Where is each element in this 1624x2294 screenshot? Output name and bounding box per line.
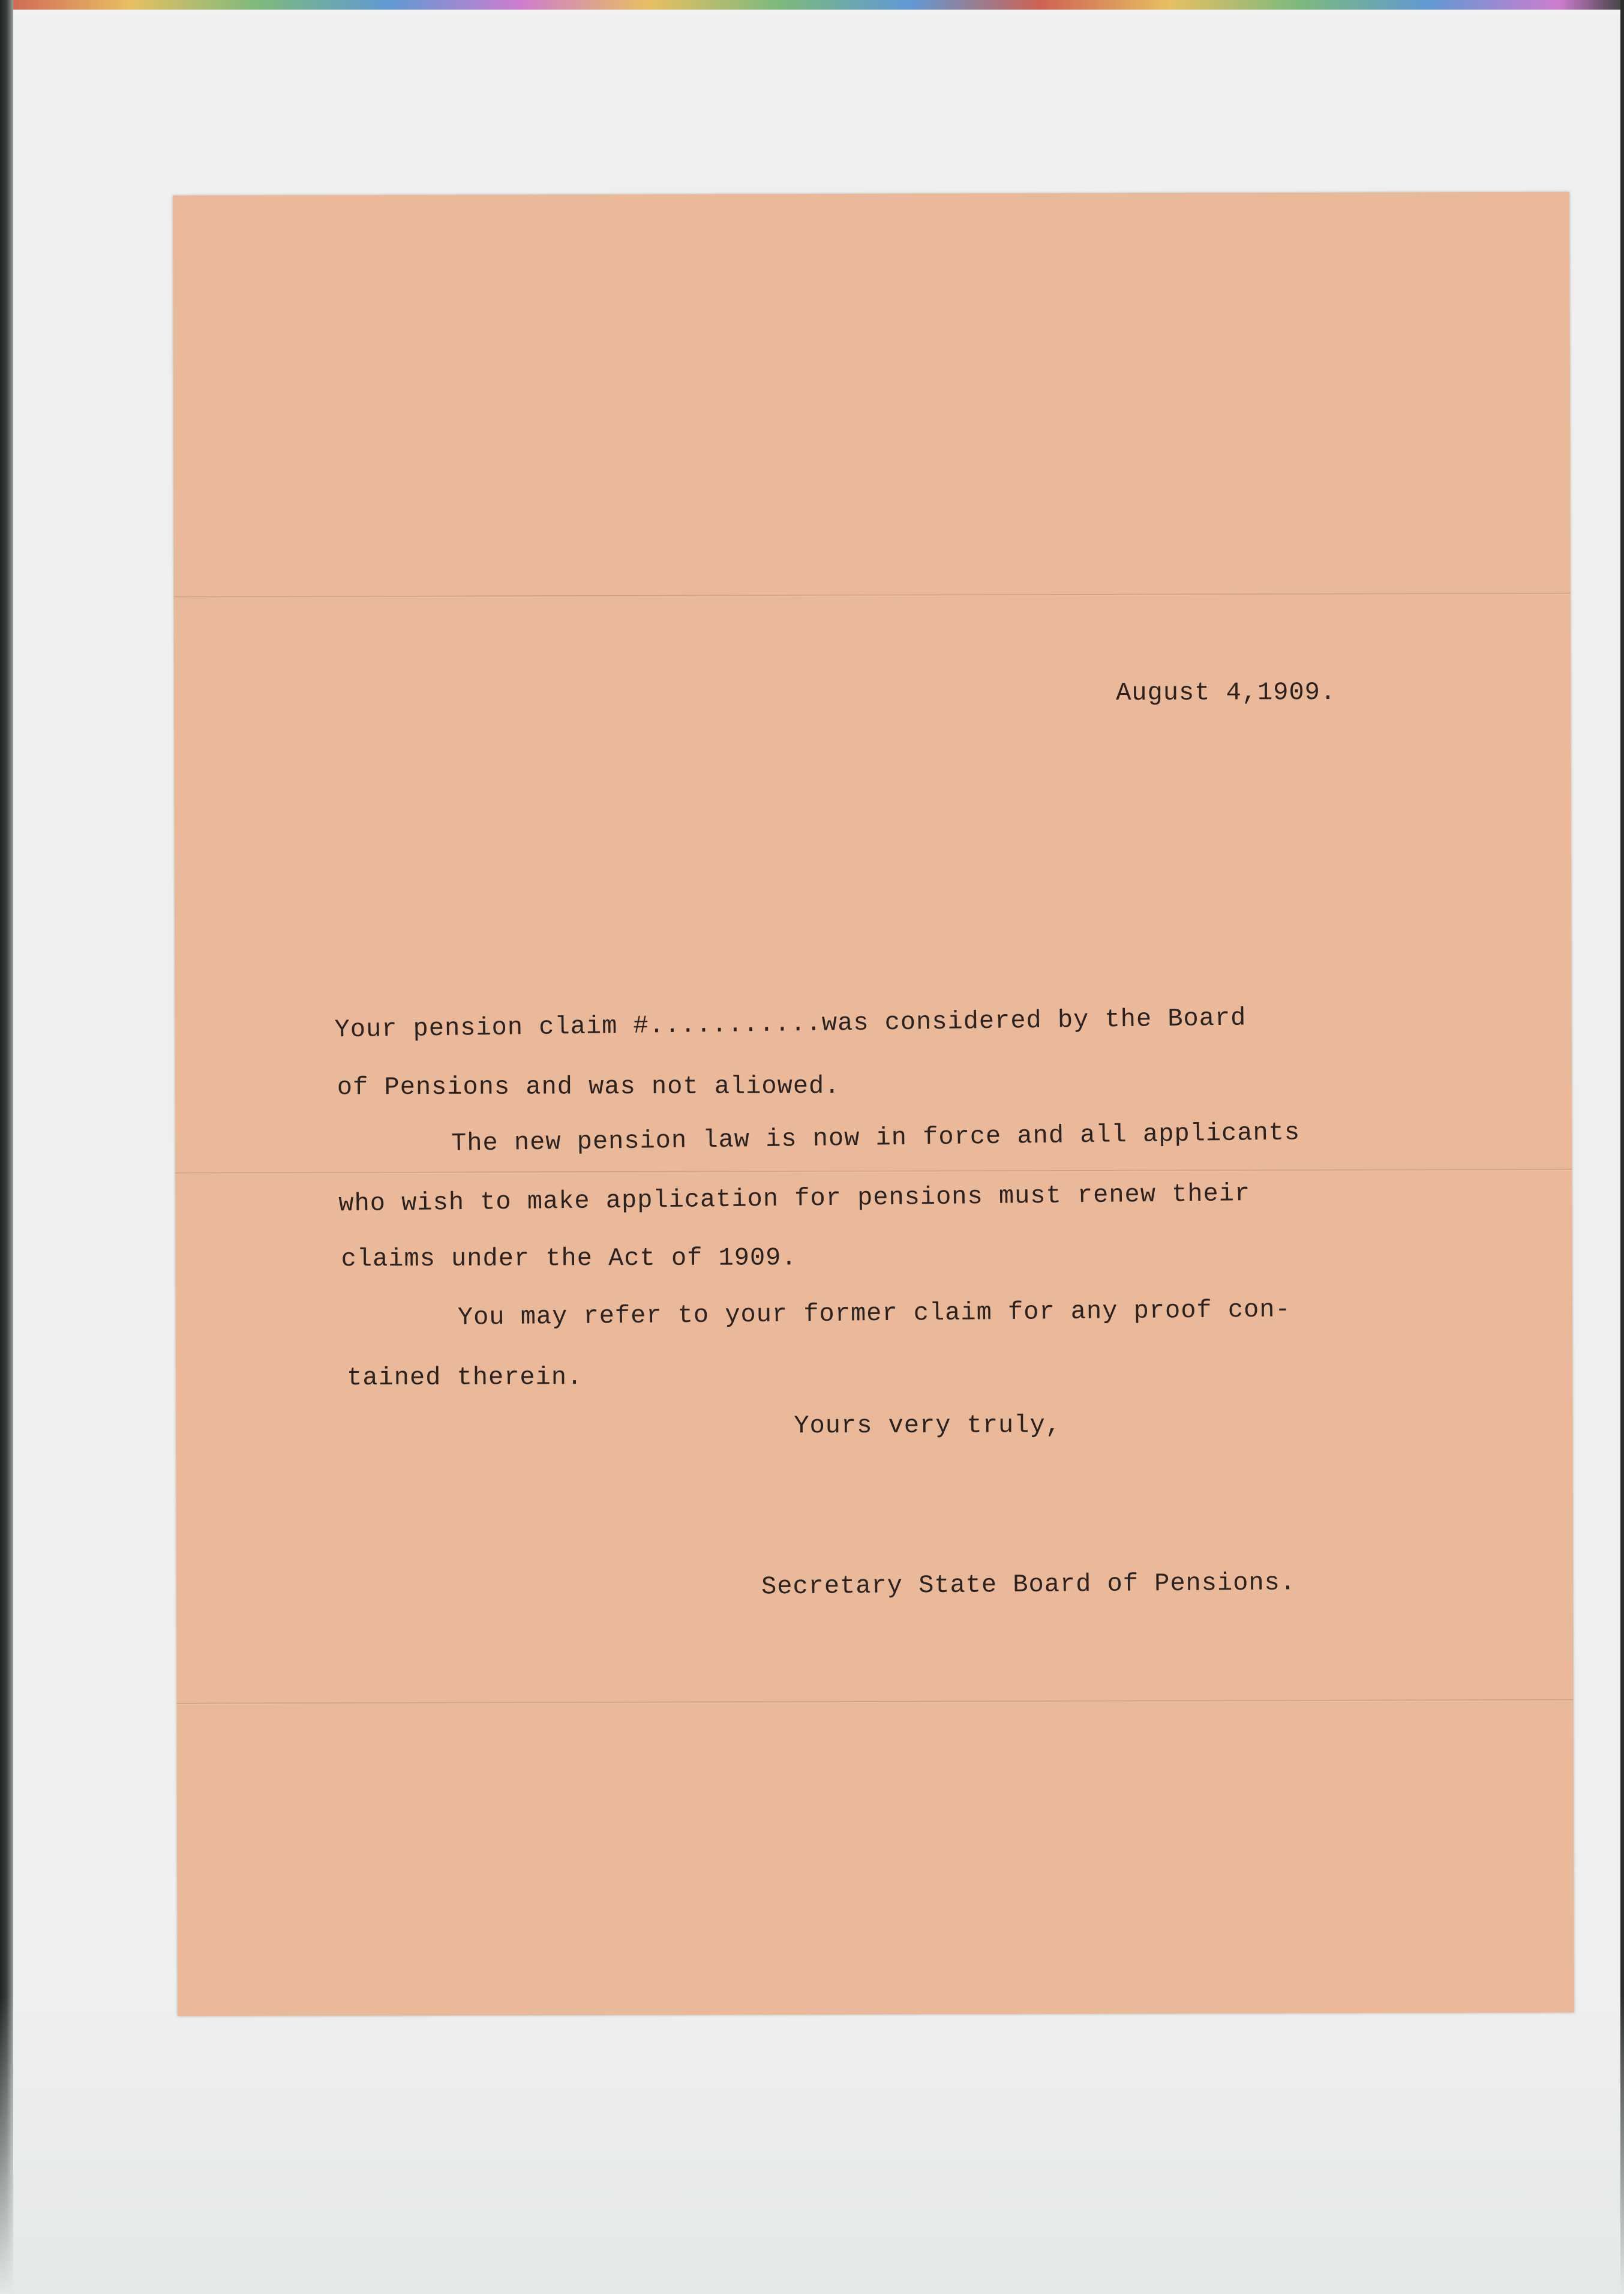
paragraph-1-line-1: Your pension claim #...........was considered by the Board bbox=[334, 1003, 1247, 1045]
paragraph-1-line-2: of Pensions and was not aliowed. bbox=[337, 1072, 840, 1102]
letter-sheet bbox=[173, 192, 1574, 2016]
paper-fold-line bbox=[177, 1699, 1574, 1705]
letter-signature: Secretary State Board of Pensions. bbox=[761, 1568, 1296, 1602]
scan-background-shade bbox=[0, 1994, 1624, 2294]
paragraph-3-line-2: tained therein. bbox=[347, 1363, 583, 1393]
paper-fold-line bbox=[175, 1169, 1572, 1174]
paragraph-2-line-3: claims under the Act of 1909. bbox=[341, 1243, 797, 1274]
scanner-right-edge bbox=[1620, 0, 1624, 2294]
letter-closing: Yours very truly, bbox=[794, 1411, 1061, 1441]
paragraph-2-line-2: who wish to make application for pensions must renew their bbox=[338, 1179, 1251, 1219]
paragraph-3-line-1: You may refer to your former claim for any proof con- bbox=[457, 1295, 1291, 1332]
paper-fold-line bbox=[174, 593, 1571, 598]
scanner-color-strip bbox=[0, 0, 1624, 18]
scanner-left-edge bbox=[0, 0, 13, 2294]
paragraph-2-line-1: The new pension law is now in force and all applicants bbox=[451, 1118, 1301, 1158]
letter-date: August 4,1909. bbox=[1116, 677, 1337, 707]
